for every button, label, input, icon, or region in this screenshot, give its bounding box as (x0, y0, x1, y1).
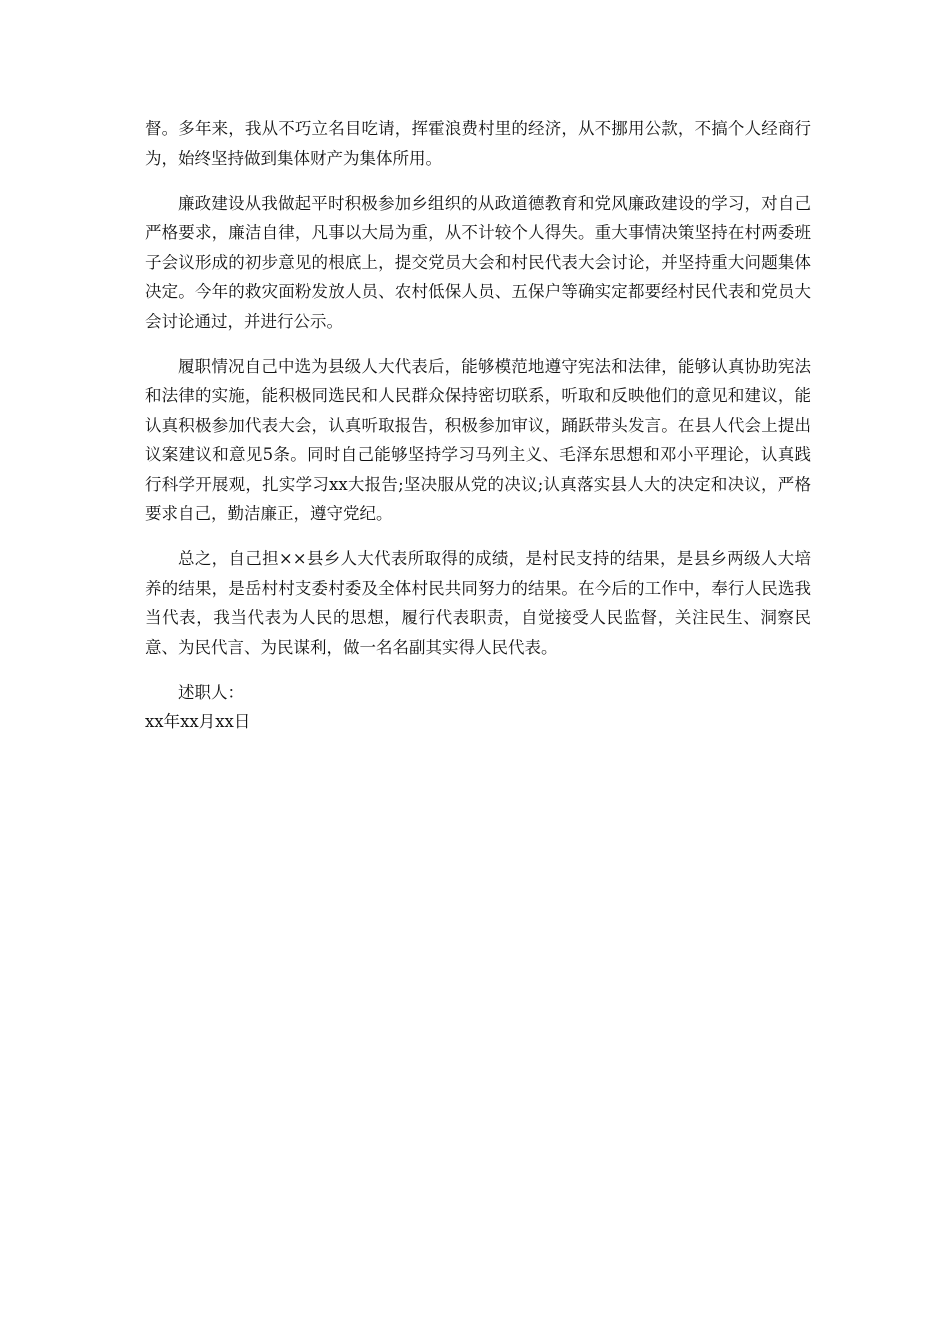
document-page (145, 114, 811, 737)
paragraph-conclusion: 总之，自己担××县乡人大代表所取得的成绩，是村民支持的结果，是县乡两级人大培养的结果，是岳村村支委村委及全体村民共同努力的结果。在今后的工作中，奉行人民选我当代表，我当代表为人民的思想，履行代表职责，自觉接受人民监督，关注民生、洞察民意、为民代言、为民谋利，做一名名副其实得人民代表。 (145, 549, 811, 657)
signature-label: 述职人： (178, 682, 244, 702)
paragraph-duty-performance: 履职情况自己中选为县级人大代表后，能够模范地遵守宪法和法律，能够认真协助宪法和法律的实施，能积极同选民和人民群众保持密切联系，听取和反映他们的意见和建议，能认真积极参加代表大会，认真听取报告，积极参加审议，踊跃带头发言。在县人代会上提出议案建议和意见5条。同时自己能够坚持学习马列主义、毛泽东思想和邓小平理论，认真践行科学开展观，扎实学习xx大报告;坚决服从党的决议;认真落实县人大的决定和决议，严格要求自己，勤洁廉正，遵守党纪。 (145, 356, 811, 523)
signature-date: xx年xx月xx日 (145, 712, 251, 731)
paragraph-integrity: 廉政建设从我做起平时积极参加乡组织的从政道德教育和党风廉政建设的学习，对自己严格要求，廉洁自律，凡事以大局为重，从不计较个人得失。重大事情决策坚持在村两委班子会议形成的初步意见的根底上，提交党员大会和村民代表大会讨论，并坚持重大问题集体决定。今年的救灾面粉发放人员、农村低保人员、五保户等确实定都要经村民代表和党员大会讨论通过，并进行公示。 (145, 193, 811, 331)
paragraph-continuation: 督。多年来，我从不巧立名目吃请，挥霍浪费村里的经济，从不挪用公款，不搞个人经商行为，始终坚持做到集体财产为集体所用。 (145, 119, 811, 168)
